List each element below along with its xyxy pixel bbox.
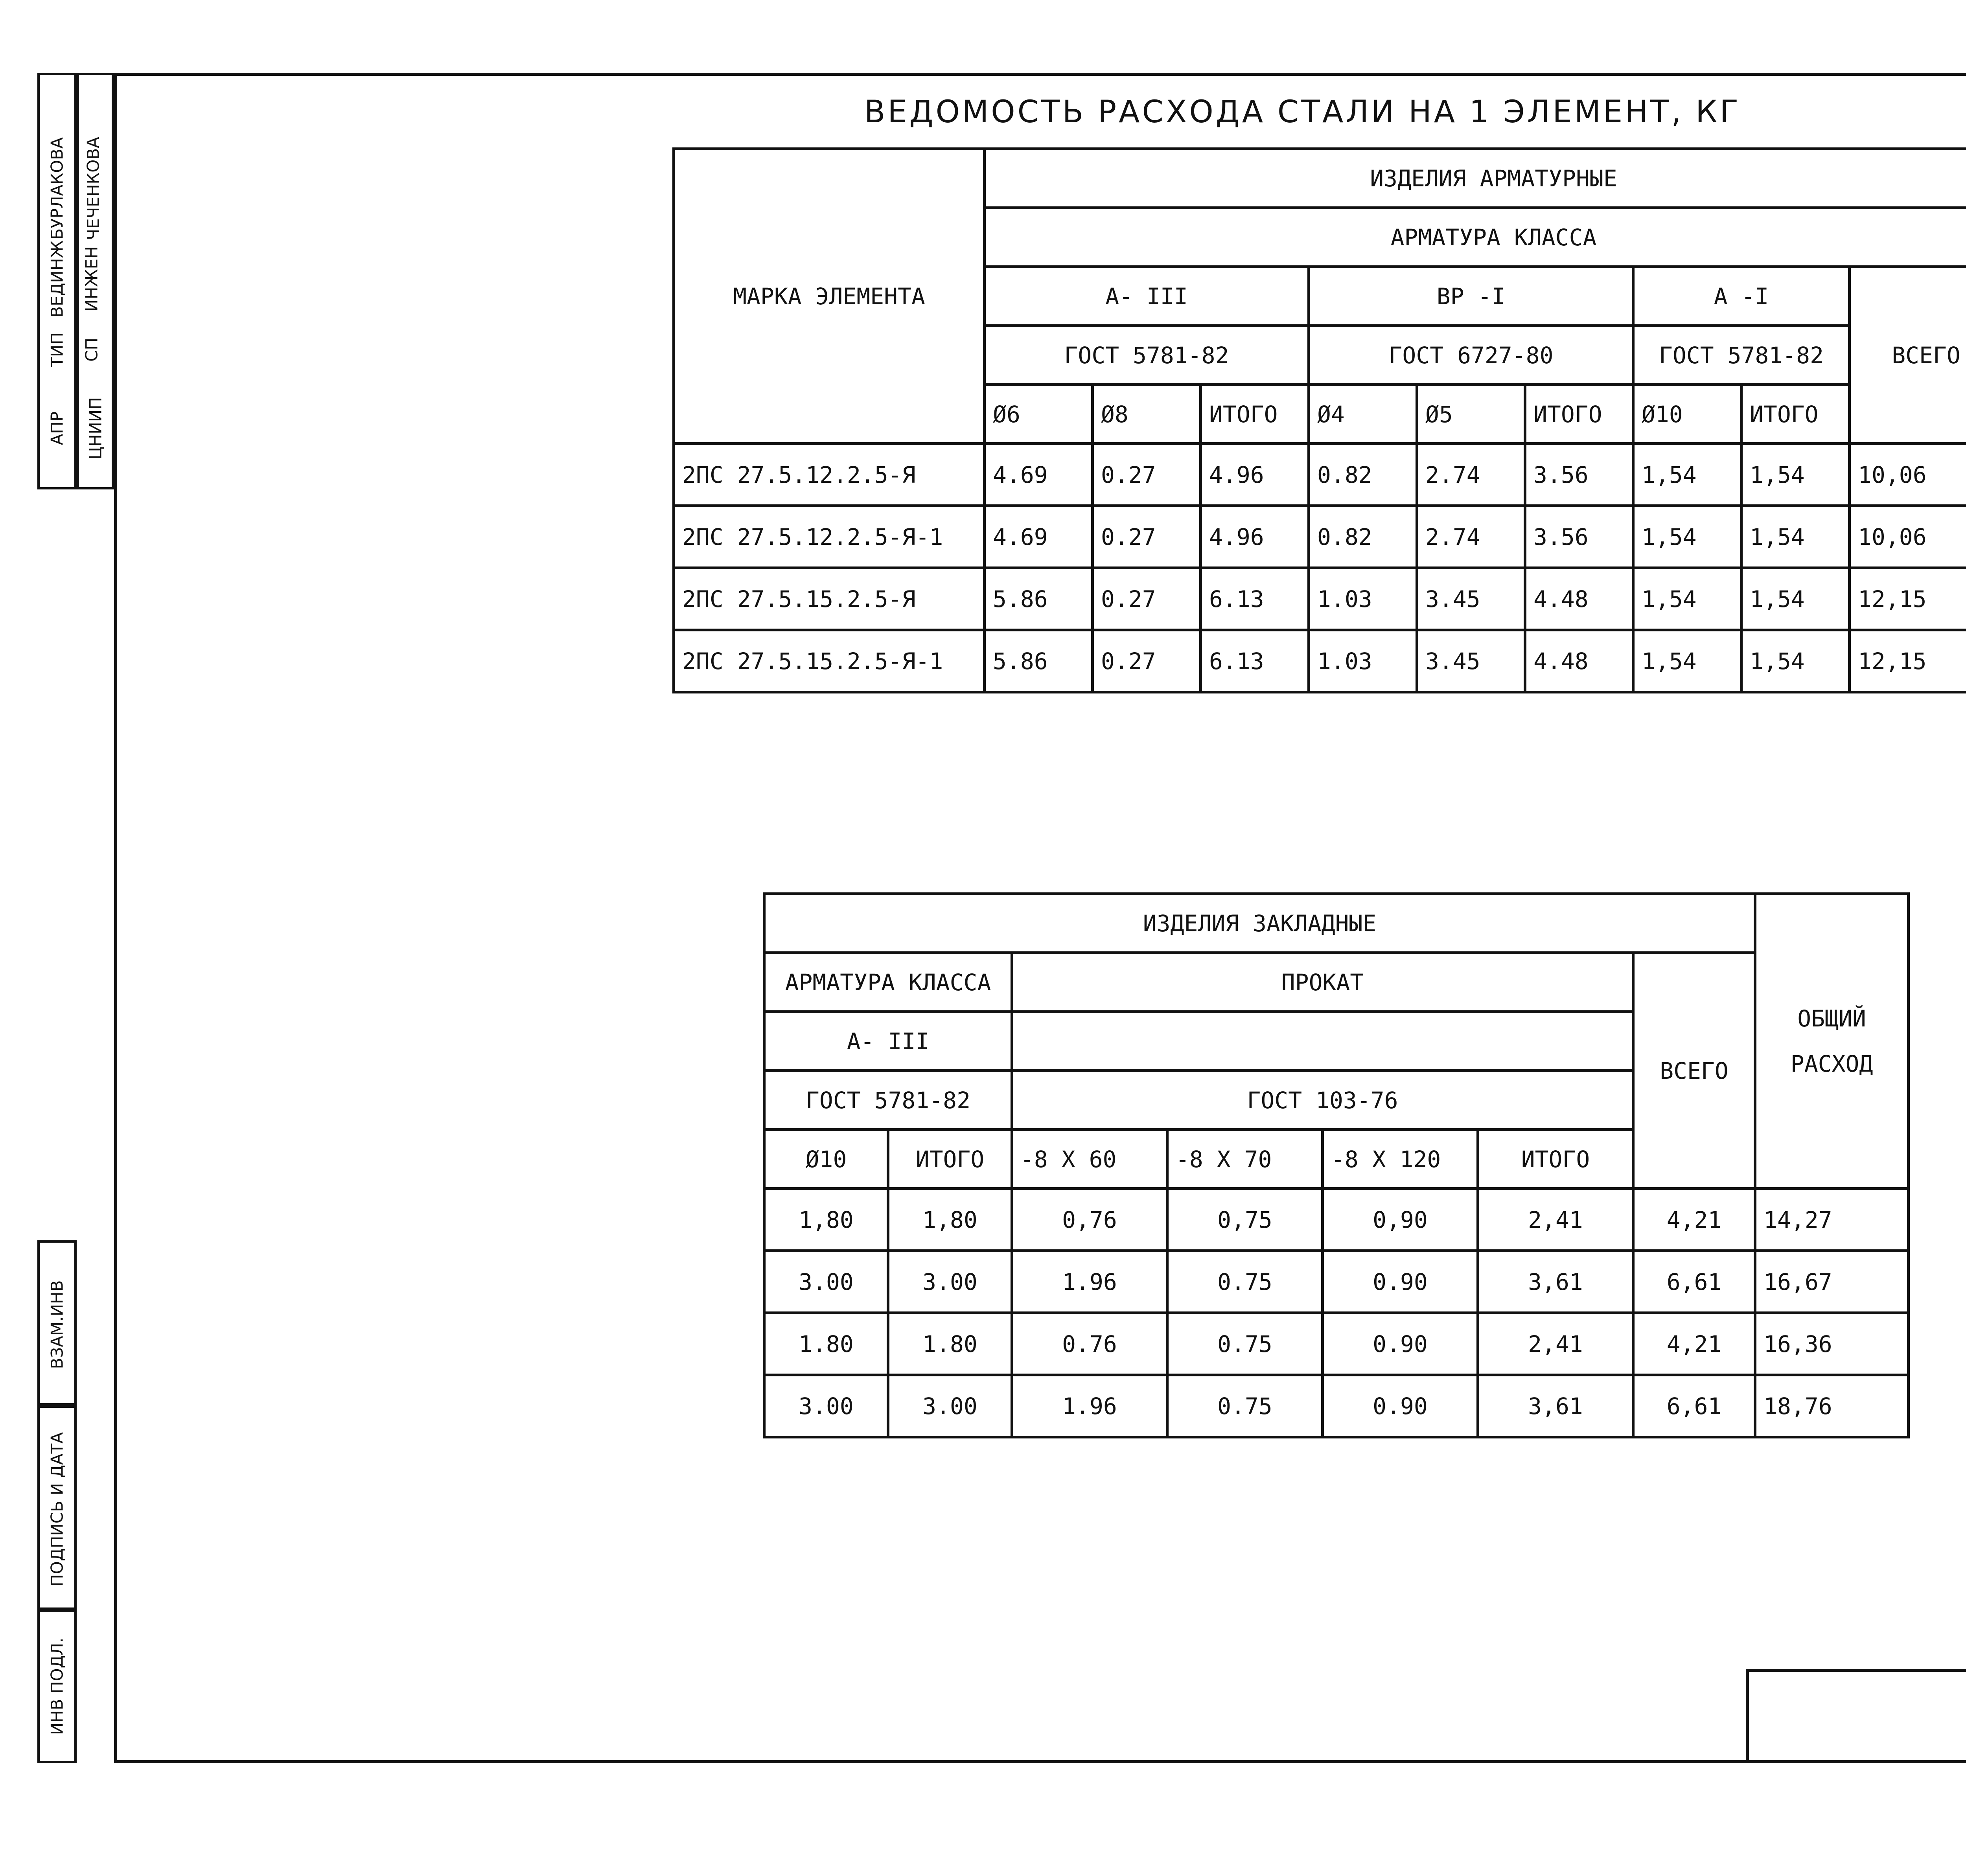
- cell: 3,61: [1478, 1375, 1633, 1437]
- table-row: [764, 1251, 1909, 1313]
- cell: 4,21: [1633, 1189, 1755, 1251]
- cell: 16,67: [1755, 1251, 1909, 1313]
- steel-table-embedded: [763, 892, 1910, 1438]
- gost-vr1: ГОСТ 6727-80: [1309, 326, 1633, 385]
- cell: 18,76: [1755, 1375, 1909, 1437]
- strip-label-chechenkova: ЧЕЧЕНКОВА: [83, 137, 103, 240]
- cell: 16,36: [1755, 1313, 1909, 1375]
- cell: 0.75: [1167, 1313, 1323, 1375]
- head-overall: ОБЩИЙ РАСХОД: [1755, 894, 1909, 1189]
- cell: 2,41: [1478, 1313, 1633, 1375]
- cell: 12,15: [1850, 568, 1966, 630]
- subcol: ИТОГО: [1741, 385, 1850, 444]
- gost-a3: ГОСТ 5781-82: [985, 326, 1309, 385]
- cell: 10,06: [1850, 444, 1966, 506]
- steel-table-reinforcement: [672, 147, 1966, 693]
- subcol: Ø10: [1633, 385, 1741, 444]
- strip-label-apr: АПР: [47, 411, 67, 445]
- cell: 4,21: [1633, 1313, 1755, 1375]
- cell: 1,54: [1633, 630, 1741, 692]
- strip-label-vedinzh: ВЕДИНЖ: [47, 240, 67, 318]
- cell: 1,54: [1741, 506, 1850, 568]
- table-row: [764, 1189, 1909, 1251]
- head-total: ВСЕГО: [1850, 267, 1966, 444]
- cell: 0.82: [1309, 506, 1417, 568]
- cell: 1,54: [1741, 630, 1850, 692]
- class-a3: А- III: [764, 1012, 1012, 1071]
- cell: 4.69: [985, 444, 1093, 506]
- table-row: [764, 1313, 1909, 1375]
- cell: 0.27: [1093, 444, 1201, 506]
- strip-label-sp: СП: [82, 338, 101, 362]
- cell: 4.48: [1525, 630, 1633, 692]
- cell: 0,75: [1167, 1189, 1323, 1251]
- subcol: Ø6: [985, 385, 1093, 444]
- cell: 3,61: [1478, 1251, 1633, 1313]
- head-rolled: ПРОКАТ: [1012, 953, 1633, 1012]
- cell: 1.03: [1309, 568, 1417, 630]
- table-row: [674, 506, 1966, 568]
- class-a1: А -I: [1633, 267, 1850, 326]
- cell: 3.00: [764, 1375, 888, 1437]
- subcol: -8 Х 120: [1323, 1130, 1478, 1189]
- table-row: [674, 444, 1966, 506]
- cell: 0.27: [1093, 630, 1201, 692]
- gost-a3: ГОСТ 5781-82: [764, 1071, 1012, 1130]
- cell: 0.75: [1167, 1251, 1323, 1313]
- subcol: Ø4: [1309, 385, 1417, 444]
- subcol: ИТОГО: [1201, 385, 1309, 444]
- head-class: АРМАТУРА КЛАССА: [764, 953, 1012, 1012]
- subcol: ИТОГО: [1478, 1130, 1633, 1189]
- page-title: ВЕДОМОСТЬ РАСХОДА СТАЛИ НА 1 ЭЛЕМЕНТ, КГ: [864, 94, 1741, 130]
- cell: 1,54: [1633, 444, 1741, 506]
- cell: 1.80: [764, 1313, 888, 1375]
- cell: 3.56: [1525, 444, 1633, 506]
- cell: 0.90: [1323, 1251, 1478, 1313]
- cell: 1.96: [1012, 1251, 1167, 1313]
- cell: 4.96: [1201, 506, 1309, 568]
- cell: 6,61: [1633, 1375, 1755, 1437]
- subcol: -8 Х 60: [1012, 1130, 1167, 1189]
- cell: 0.75: [1167, 1375, 1323, 1437]
- cell: 3.00: [764, 1251, 888, 1313]
- class-a3: А- III: [985, 267, 1309, 326]
- strip-label-burlakova: БУРЛАКОВА: [47, 137, 67, 240]
- cell: 3.45: [1417, 568, 1525, 630]
- empty-cell: [1012, 1012, 1633, 1071]
- table-row: [764, 1375, 1909, 1437]
- cell: 10,06: [1850, 506, 1966, 568]
- head-mark: МАРКА ЭЛЕМЕНТА: [674, 149, 985, 444]
- cell: 1.80: [888, 1313, 1012, 1375]
- cell: 3.00: [888, 1375, 1012, 1437]
- cell: 0.27: [1093, 568, 1201, 630]
- title-block: [1746, 1669, 1966, 1763]
- cell: 12,15: [1850, 630, 1966, 692]
- cell: 0,76: [1012, 1189, 1167, 1251]
- head-products: ИЗДЕЛИЯ АРМАТУРНЫЕ: [985, 149, 1966, 208]
- gost-a1: ГОСТ 5781-82: [1633, 326, 1850, 385]
- cell: 6,61: [1633, 1251, 1755, 1313]
- cell: 2ПС 27.5.12.2.5-Я: [674, 444, 985, 506]
- subcol: ИТОГО: [1525, 385, 1633, 444]
- table-row: [674, 568, 1966, 630]
- cell: 1,54: [1741, 568, 1850, 630]
- strip-label-tip: ТИП: [47, 332, 67, 367]
- cell: 0.27: [1093, 506, 1201, 568]
- cell: 0.82: [1309, 444, 1417, 506]
- strip-label-podpis: ПОДПИСЬ И ДАТА: [47, 1432, 67, 1587]
- cell: 1,80: [764, 1189, 888, 1251]
- cell: 3.56: [1525, 506, 1633, 568]
- table-row: [674, 630, 1966, 692]
- gost-rolled: ГОСТ 103-76: [1012, 1071, 1633, 1130]
- strip-label-tsniip: ЦНИИП: [86, 397, 105, 460]
- cell: 0.76: [1012, 1313, 1167, 1375]
- cell: 2.74: [1417, 444, 1525, 506]
- cell: 4.96: [1201, 444, 1309, 506]
- cell: 0.90: [1323, 1313, 1478, 1375]
- cell: 0,90: [1323, 1189, 1478, 1251]
- class-vr1: ВР -I: [1309, 267, 1633, 326]
- strip-label-inzhen: ИНЖЕН: [82, 246, 101, 312]
- cell: 2.74: [1417, 506, 1525, 568]
- cell: 6.13: [1201, 568, 1309, 630]
- cell: 2,41: [1478, 1189, 1633, 1251]
- head-products: ИЗДЕЛИЯ ЗАКЛАДНЫЕ: [764, 894, 1755, 953]
- cell: 2ПС 27.5.15.2.5-Я: [674, 568, 985, 630]
- cell: 1,54: [1633, 568, 1741, 630]
- cell: 1,54: [1633, 506, 1741, 568]
- cell: 1.96: [1012, 1375, 1167, 1437]
- cell: 2ПС 27.5.15.2.5-Я-1: [674, 630, 985, 692]
- cell: 5.86: [985, 630, 1093, 692]
- left-strip: [37, 73, 114, 1763]
- cell: 2ПС 27.5.12.2.5-Я-1: [674, 506, 985, 568]
- cell: 0.90: [1323, 1375, 1478, 1437]
- cell: 1.03: [1309, 630, 1417, 692]
- cell: 3.00: [888, 1251, 1012, 1313]
- head-class: АРМАТУРА КЛАССА: [985, 208, 1966, 267]
- subcol: Ø5: [1417, 385, 1525, 444]
- head-total: ВСЕГО: [1633, 953, 1755, 1189]
- subcol: -8 Х 70: [1167, 1130, 1323, 1189]
- subcol: Ø10: [764, 1130, 888, 1189]
- subcol: ИТОГО: [888, 1130, 1012, 1189]
- cell: 1,54: [1741, 444, 1850, 506]
- cell: 3.45: [1417, 630, 1525, 692]
- cell: 4.69: [985, 506, 1093, 568]
- strip-label-inv: ИНВ ПОДЛ.: [47, 1637, 67, 1735]
- cell: 14,27: [1755, 1189, 1909, 1251]
- strip-label-vzam: ВЗАМ.ИНВ: [47, 1280, 67, 1369]
- cell: 1,80: [888, 1189, 1012, 1251]
- cell: 6.13: [1201, 630, 1309, 692]
- subcol: Ø8: [1093, 385, 1201, 444]
- cell: 4.48: [1525, 568, 1633, 630]
- cell: 5.86: [985, 568, 1093, 630]
